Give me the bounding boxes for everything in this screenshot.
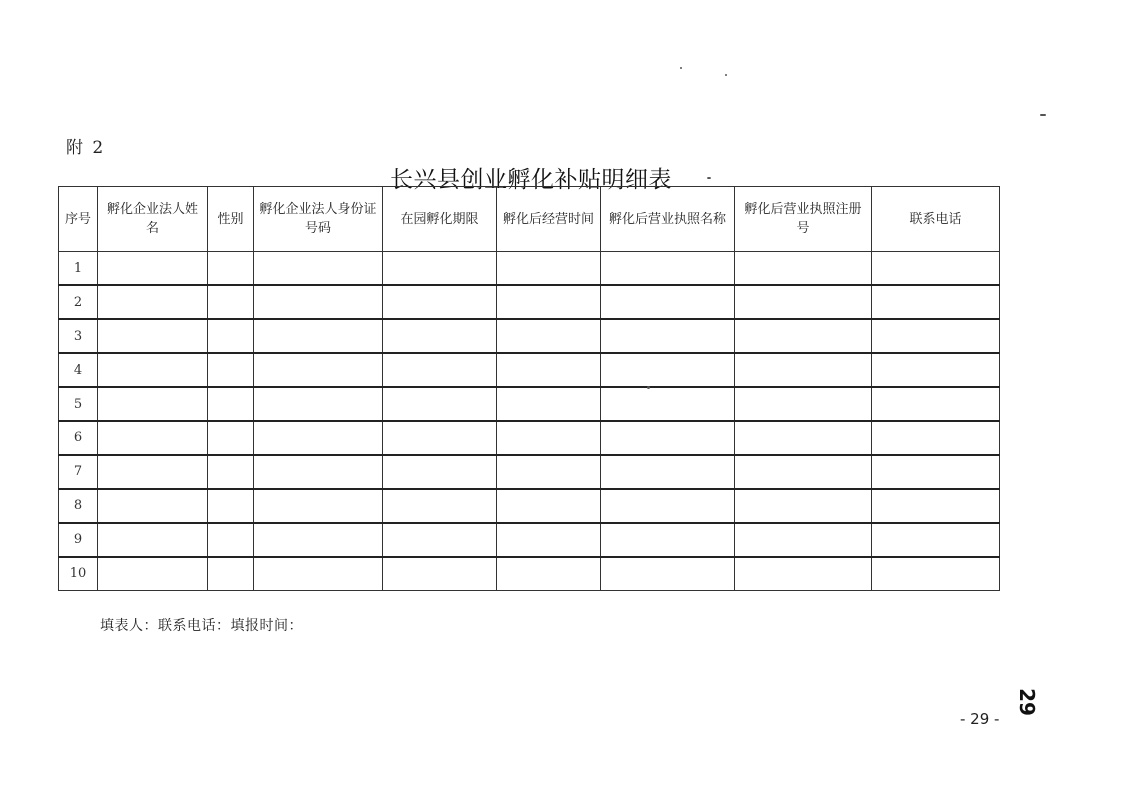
table-cell	[872, 489, 1000, 523]
table-cell	[254, 557, 383, 591]
table-cell	[208, 557, 254, 591]
table-cell	[497, 319, 601, 353]
table-cell	[735, 252, 872, 286]
table-cell	[497, 523, 601, 557]
table-cell	[98, 285, 208, 319]
header-contact-phone: 联系电话	[872, 187, 1000, 252]
table-cell	[254, 285, 383, 319]
table-cell	[254, 252, 383, 286]
table-header-row	[59, 187, 1000, 252]
table-cell	[735, 319, 872, 353]
table-cell	[383, 285, 497, 319]
table-cell	[208, 455, 254, 489]
scan-speck	[725, 74, 727, 76]
table-cell	[601, 489, 735, 523]
table-cell	[254, 455, 383, 489]
table-cell	[601, 252, 735, 286]
table-cell	[735, 421, 872, 455]
header-license-name: 孵化后营业执照名称	[601, 187, 735, 252]
table-cell	[872, 421, 1000, 455]
table-cell	[98, 252, 208, 286]
table-cell	[872, 455, 1000, 489]
table-row	[59, 252, 1000, 286]
table-cell	[208, 285, 254, 319]
row-index-cell: 7	[59, 455, 98, 489]
table-cell	[383, 421, 497, 455]
table-cell	[735, 285, 872, 319]
page-number: - 29 -	[960, 710, 1000, 728]
table-cell	[383, 252, 497, 286]
table-cell	[872, 252, 1000, 286]
table-cell	[601, 455, 735, 489]
row-index-cell: 4	[59, 353, 98, 387]
table-row	[59, 353, 1000, 387]
table-cell	[254, 319, 383, 353]
table-cell	[735, 387, 872, 421]
row-index-cell: 9	[59, 523, 98, 557]
scan-speck	[707, 177, 711, 179]
table-cell	[497, 285, 601, 319]
scan-speck	[1040, 114, 1046, 116]
header-incubation-period: 在园孵化期限	[383, 187, 497, 252]
table-cell	[383, 455, 497, 489]
header-operating-time: 孵化后经营时间	[497, 187, 601, 252]
table-row	[59, 523, 1000, 557]
table-cell	[208, 387, 254, 421]
table-cell	[601, 421, 735, 455]
table-cell	[601, 557, 735, 591]
table-cell	[497, 387, 601, 421]
table-cell	[98, 455, 208, 489]
scan-speck	[680, 67, 682, 69]
table-cell	[601, 387, 735, 421]
table-cell	[497, 421, 601, 455]
scan-speck	[647, 386, 650, 389]
table-row	[59, 285, 1000, 319]
table-cell	[208, 353, 254, 387]
table-cell	[254, 353, 383, 387]
table-cell	[872, 285, 1000, 319]
table-cell	[497, 455, 601, 489]
row-index-cell: 1	[59, 252, 98, 286]
header-legal-person-name: 孵化企业法人姓名	[98, 187, 208, 252]
page-title: 长兴县创业孵化补贴明细表	[390, 167, 672, 193]
table-cell	[98, 319, 208, 353]
table-cell	[98, 489, 208, 523]
table-cell	[497, 489, 601, 523]
table-cell	[383, 319, 497, 353]
table-cell	[383, 387, 497, 421]
table-cell	[497, 353, 601, 387]
table-cell	[872, 353, 1000, 387]
table-cell	[254, 387, 383, 421]
row-index-cell: 2	[59, 285, 98, 319]
table-cell	[208, 421, 254, 455]
table-cell	[383, 557, 497, 591]
form-footer: 填表人：联系电话：填报时间：	[100, 618, 303, 634]
table-cell	[98, 523, 208, 557]
table-cell	[497, 557, 601, 591]
table-cell	[601, 319, 735, 353]
table-row	[59, 489, 1000, 523]
table-cell	[735, 489, 872, 523]
table-cell	[98, 421, 208, 455]
table-cell	[601, 285, 735, 319]
table-cell	[254, 489, 383, 523]
table-cell	[735, 353, 872, 387]
table-cell	[383, 489, 497, 523]
table-cell	[735, 557, 872, 591]
table-row	[59, 557, 1000, 591]
table-cell	[601, 353, 735, 387]
attachment-label: 附 2	[66, 138, 106, 158]
table-row	[59, 319, 1000, 353]
corner-page-stamp: 29	[1014, 688, 1039, 716]
table-row	[59, 455, 1000, 489]
table-cell	[497, 252, 601, 286]
row-index-cell: 5	[59, 387, 98, 421]
header-id-number: 孵化企业法人身份证号码	[254, 187, 383, 252]
table-cell	[735, 455, 872, 489]
table-cell	[383, 523, 497, 557]
table-cell	[254, 421, 383, 455]
row-index-cell: 8	[59, 489, 98, 523]
table-cell	[872, 523, 1000, 557]
header-gender: 性别	[208, 187, 254, 252]
table-cell	[254, 523, 383, 557]
header-seq: 序号	[59, 187, 98, 252]
row-index-cell: 10	[59, 557, 98, 591]
table-row	[59, 421, 1000, 455]
table-cell	[383, 353, 497, 387]
table-cell	[208, 252, 254, 286]
table-body	[59, 252, 1000, 591]
row-index-cell: 6	[59, 421, 98, 455]
table-cell	[735, 523, 872, 557]
subsidy-detail-table	[58, 186, 1000, 591]
header-license-number: 孵化后营业执照注册号	[735, 187, 872, 252]
table-cell	[601, 523, 735, 557]
table-cell	[98, 557, 208, 591]
row-index-cell: 3	[59, 319, 98, 353]
table-cell	[872, 387, 1000, 421]
table-row	[59, 387, 1000, 421]
table-cell	[208, 319, 254, 353]
table-cell	[208, 489, 254, 523]
table-cell	[98, 387, 208, 421]
table-cell	[98, 353, 208, 387]
table-cell	[208, 523, 254, 557]
table-cell	[872, 319, 1000, 353]
table-cell	[872, 557, 1000, 591]
